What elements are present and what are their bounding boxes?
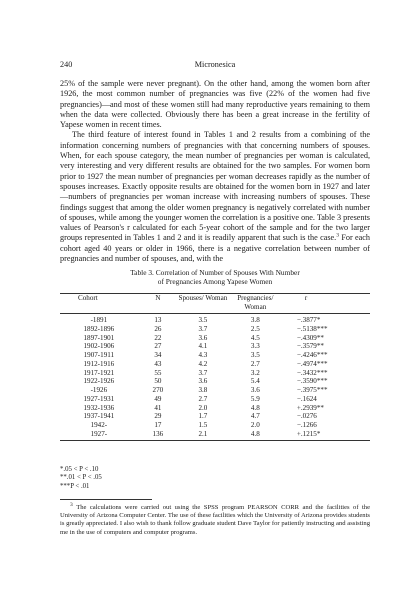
footnote-reference: 3	[336, 232, 339, 239]
cell-n: 49	[154, 394, 162, 403]
cell-r: −.3975***	[296, 386, 328, 394]
significance-notes	[60, 466, 102, 491]
cell-n: 270	[152, 386, 164, 394]
cell-pregnancies-per-woman: 5.9	[250, 394, 260, 403]
journal-title: Micronesica	[194, 60, 236, 69]
cell-cohort: 1912-1916	[83, 359, 115, 368]
cell-n: 34	[154, 351, 162, 359]
cell-pregnancies-per-woman: 2.0	[250, 421, 260, 429]
cell-r: −.3579**	[296, 342, 324, 351]
paragraph-2-continuation: For each cohort aged 40 years or older in 1966, there is a negative correlation between number of pregnancies and number of spouses, and, with the	[60, 233, 371, 264]
cell-pregnancies-per-woman: 3.6	[250, 386, 260, 394]
cell-cohort: 1897-1901	[83, 333, 115, 342]
cell-cohort: 1932-1936	[83, 403, 115, 412]
cell-spouses-per-woman: 1.7	[198, 412, 208, 421]
table-row	[60, 377, 370, 386]
cell-cohort: 1892-1896	[83, 324, 115, 333]
cell-r: −.3590***	[296, 377, 328, 386]
cell-spouses-per-woman: 1.5	[198, 421, 208, 429]
table-row	[60, 430, 370, 440]
cell-cohort: 1902-1906	[83, 342, 115, 351]
cell-n: 13	[154, 316, 162, 324]
footnote-text: The calculations were carried out using the SPSS program PEARSON CORR and the facilities of the University of Arizona Computer Center. The use of these facilities which the University of Arizona provides students is greatly appreciated. I also wish to thank follow graduate student Dave Taylor for patiently instructing and assisting me in the use of computers and computer programs.	[60, 504, 371, 536]
cell-n: 136	[138, 430, 178, 440]
cell-pregnancies-per-woman: 5.4	[250, 377, 260, 386]
cell-r: −.4309**	[296, 333, 324, 342]
cell-n: 43	[154, 359, 162, 368]
table-row	[60, 395, 370, 404]
cell-r: −.4974***	[296, 359, 328, 368]
table-row	[60, 412, 370, 421]
cell-cohort: 1927-1931	[83, 394, 115, 403]
cell-cohort: 1942-	[90, 421, 108, 429]
body-text	[60, 79, 370, 264]
cell-pregnancies-per-woman: 4.7	[250, 412, 260, 421]
cell-pregnancies-per-woman: 3.2	[250, 368, 260, 377]
cell-cohort: 1927-	[60, 430, 138, 440]
cell-spouses-per-woman: 3.8	[198, 386, 208, 394]
cell-r: −.3877*	[296, 316, 321, 324]
cell-cohort: -1926	[90, 386, 108, 394]
cell-r: −.0276	[296, 412, 317, 421]
table-row	[60, 421, 370, 430]
cell-n: 17	[154, 421, 162, 429]
cell-cohort: 1917-1921	[83, 368, 115, 377]
cell-n: 22	[154, 333, 162, 342]
cell-r: −.5138***	[296, 324, 328, 333]
significance-note: *.05 < P < .10	[60, 466, 99, 473]
table-container	[60, 293, 370, 441]
cell-pregnancies-per-woman: 3.3	[250, 342, 260, 351]
table-header-row	[60, 294, 370, 314]
cell-n: 50	[154, 377, 162, 386]
cell-n: 26	[154, 324, 162, 333]
cell-spouses-per-woman: 2.1	[178, 430, 228, 440]
cell-n: 41	[154, 403, 162, 412]
table-row	[60, 334, 370, 343]
footnote-paragraph	[60, 501, 371, 537]
column-header-r: r	[283, 294, 370, 314]
cell-r: +.2939**	[296, 403, 324, 412]
table-caption	[60, 268, 370, 286]
cell-cohort: 1937-1941	[83, 412, 115, 421]
cell-cohort: 1907-1911	[83, 351, 115, 359]
correlation-table	[60, 293, 370, 441]
cell-pregnancies-per-woman: 3.8	[250, 316, 260, 324]
column-header-cohort: Cohort	[60, 294, 138, 314]
cell-pregnancies-per-woman: 3.5	[250, 351, 260, 359]
cell-spouses-per-woman: 3.7	[198, 324, 208, 333]
table-row	[60, 386, 370, 395]
table-row	[60, 369, 370, 378]
cell-spouses-per-woman: 3.6	[198, 377, 208, 386]
cell-r: +.1215*	[283, 430, 370, 440]
table-row	[60, 342, 370, 351]
cell-r: −.1624	[296, 394, 317, 403]
cell-pregnancies-per-woman: 2.5	[250, 324, 260, 333]
cell-cohort: 1922-1926	[83, 377, 115, 386]
page-number: 240	[60, 60, 73, 69]
cell-pregnancies-per-woman: 4.8	[250, 403, 260, 412]
cell-cohort: -1891	[90, 316, 108, 324]
table-body	[60, 314, 370, 441]
paragraph-1: 25% of the sample were never pregnant). On the other hand, among the women born after 1926, the most common number of pregnancies was five (22% of the women had five pregnancies)—and most of these women still had many reproductive years remaining to them when the data were collected. Obviously there has been a great increase in the fertility of Yapese women in recent times.	[60, 79, 370, 130]
table-row	[60, 404, 370, 413]
cell-r: −.4246***	[296, 351, 328, 359]
column-header-n: N	[138, 294, 178, 314]
cell-spouses-per-woman: 4.3	[198, 351, 208, 359]
footnote	[60, 501, 371, 537]
cell-n: 27	[154, 342, 162, 351]
table-row	[60, 360, 370, 369]
cell-spouses-per-woman: 2.0	[198, 403, 208, 412]
paragraph-2-text: The third feature of interest found in Tables 1 and 2 results from a combining of the information concerning numbers of pregnancies with that concerning numbers of spouses. When, for each spouse category, the mean number of pregnancies per woman is calculated, very interesting and very different results are obtained for the two samples. For women born prior to 1927 the mean number of pregnancies per woman decreases rapidly as the number of spouses increases. Exactly opposite results are obtained for the women born in 1927 and later—numbers of pregnancies per woman increase with increasing numbers of spouses. These findings suggest that among the older women pregnancy is negatively correlated with number of spouses, while among the younger women the correlation is a positive one. Table 3 presents values of Pearson's r calculated for each 5-year cohort of the sample and for the two larger groups represented in Tables 1 and 2 and it is readily apparent that such is the case.	[60, 130, 370, 243]
table-row	[60, 351, 370, 360]
cell-r: −.1266	[296, 421, 317, 429]
cell-pregnancies-per-woman: 4.5	[250, 333, 260, 342]
footnote-marker: 3	[70, 501, 73, 508]
cell-spouses-per-woman: 4.1	[198, 342, 208, 351]
significance-note: **.01 < P < .05	[60, 474, 102, 482]
table-caption-line-2: of Pregnancies Among Yapese Women	[157, 277, 273, 287]
table-row	[60, 314, 370, 325]
significance-note: ***P < .01	[60, 482, 90, 490]
cell-n: 55	[154, 368, 162, 377]
cell-pregnancies-per-woman: 4.8	[228, 430, 283, 440]
cell-spouses-per-woman: 3.5	[198, 316, 208, 324]
footnote-separator	[60, 499, 152, 500]
table-row	[60, 325, 370, 334]
cell-spouses-per-woman: 3.6	[198, 333, 208, 342]
column-header-spouses: Spouses/ Woman	[178, 294, 228, 314]
paragraph-2	[60, 130, 370, 264]
cell-spouses-per-woman: 2.7	[198, 394, 208, 403]
column-header-pregnancies: Pregnancies/ Woman	[228, 294, 283, 314]
cell-spouses-per-woman: 4.2	[198, 359, 208, 368]
table-caption-line-1: Table 3. Correlation of Number of Spouses With Number	[130, 268, 300, 277]
cell-n: 29	[154, 412, 162, 421]
cell-r: −.3432***	[296, 368, 328, 377]
cell-pregnancies-per-woman: 2.7	[250, 359, 260, 368]
cell-spouses-per-woman: 3.7	[198, 368, 208, 377]
